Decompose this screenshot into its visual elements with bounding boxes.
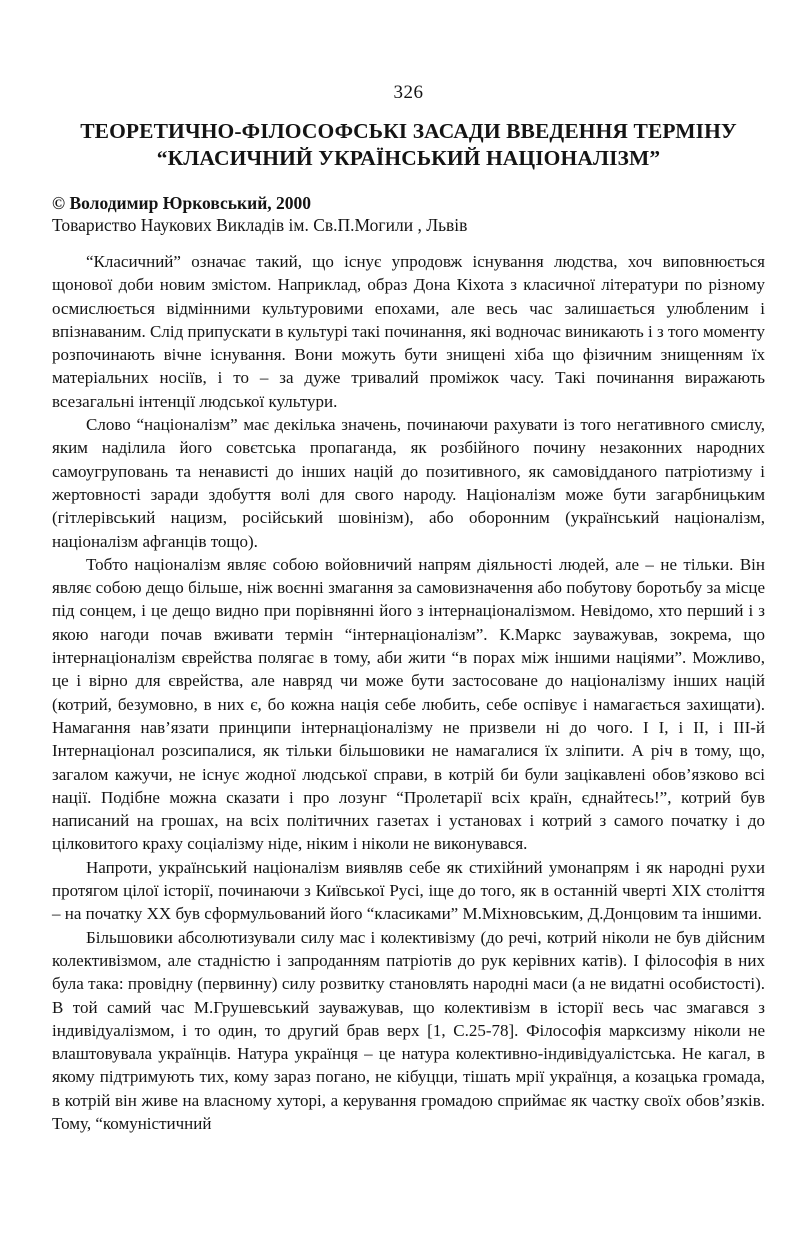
affiliation-line: Товариство Наукових Викладів ім. Св.П.Могили , Львів <box>52 215 468 235</box>
article-title <box>52 118 765 172</box>
paragraph: Слово “націоналізм” має декілька значень, починаючи рахувати із того негативного смислу, яким наділила його совєтська пропаганда, як розбійного почину незаконних народних самоугруповань та ненависті до інших націй до позитивного, як самовідданого патріотизму і жертовності заради здобуття волі для свого народу. Націоналізм може бути загарбницьким (гітлерівський нацизм, російський шовінізм), або оборонним (український націоналізм, націоналізм афганців тощо). <box>52 415 765 551</box>
paragraph: “Класичний” означає такий, що існує упродовж існування людства, хоч виповнюється щонової доби новим змістом. Наприклад, образ Дона Кіхота з класичної літератури по різному осмислюється відмінними культуровими епохами, але весь час залишається улюбленим і впізнаваним. Слід припускати в культурі такі починання, які водночас виникають і з того моменту розпочинають вічне існування. Вони можуть бути знищені хіба що фізичним знищенням їх матеріальних носіїв, і то – за дуже тривалий проміжок часу. Такі починання виражають всезагальні інтенції людської культури. <box>52 252 765 411</box>
paragraph: Більшовики абсолютизували силу мас і колективізму (до речі, котрий ніколи не був дійсним колективізмом, але стадністю і запроданням патріотів до рук керівних катів). І філософія в них була така: провідну (первинну) силу розвитку становлять народні маси (а не видатні особистості). В той самий час М.Грушевський зауважував, що колективізм в історії весь час змагався з індивідуалізмом, і то один, то другий брав верх [1, С.25-78]. Філософія марксизму ніколи не влаштовувала українців. Натура українця – це натура колективно-індивідуалістська. Не кагал, в якому підтримують тих, кому зараз погано, не кібуцци, тішать мрії українця, а козацька громада, в котрій він живе на власному хуторі, а керування громадою сприймає як частку своїх обов’язків. Тому, “комуністичний <box>52 927 765 1133</box>
article-title-line-2: “КЛАСИЧНИЙ УКРАЇНСЬКИЙ НАЦІОНАЛІЗМ” <box>156 146 661 170</box>
paragraph: Напроти, український націоналізм виявляв себе як стихійний умонапрям і як народні рухи протягом цілої історії, починаючи з Київської Русі, іще до того, як в останній чверті XIX століття – на початку XX був сформульований його “класиками” М.Міхновським, Д.Донцовим та іншими. <box>52 857 765 924</box>
article-title-line-1: ТЕОРЕТИЧНО-ФІЛОСОФСЬКІ ЗАСАДИ ВВЕДЕННЯ ТЕРМІНУ <box>80 119 737 143</box>
page-number: 326 <box>393 82 424 103</box>
paragraph: Тобто націоналізм являє собою войовничий напрям діяльності людей, але – не тільки. Він являє собою дещо більше, ніж воєнні змагання за самовизначення або побутову боротьбу за місце під сонцем, і це дещо видно при порівнянні його з інтернаціоналізмом. Невідомо, хто перший і з якою нагоди почав вживати термін “інтернаціоналізм”. К.Маркс зауважував, зокрема, що інтернаціоналізм єврейства полягає в тому, аби жити “в порах між іншими націями”. Можливо, це і вірно для єврейства, але навряд чи може бути застосоване до націоналізму інших націй (котрий, безумовно, в них є, бо кожна нація себе любить, себе оспівує і намагається захищати). Намагання нав’язати принципи інтернаціоналізму не призвели ні до чого. І I, і II, і III-й Інтернаціонал розсипалися, як тільки більшовики не намагалися їх зліпити. А річ в тому, що, загалом кажучи, не існує жодної людської справи, в котрій би були зацікавлені обов’язково всі нації. Подібне можна сказати і про лозунг “Пролетарії всіх країн, єднайтесь!”, котрий був написаний на грошах, на всіх політичних газетах і установах і котрий з самого початку і до цілковитого краху соціалізму ніде, ніким і ніколи не виконувався. <box>52 554 765 854</box>
author-line: © Володимир Юрковський, 2000 <box>52 193 312 213</box>
article-body <box>52 250 765 1135</box>
